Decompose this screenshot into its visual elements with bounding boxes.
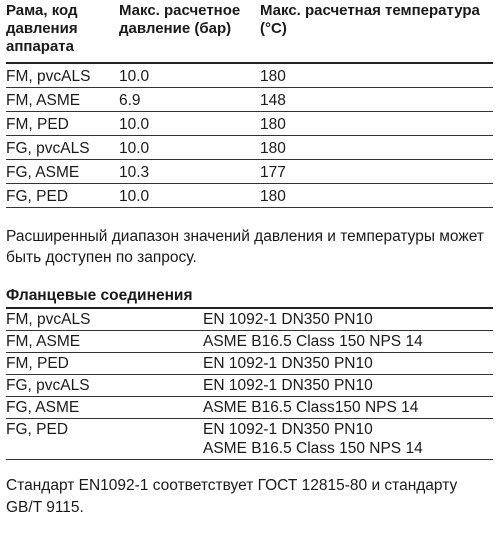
frame-cell: FG, pvcALS [6,136,119,160]
frame-cell: FM, ASME [6,88,119,112]
table-row [6,112,493,136]
flange-standard: EN 1092-1 DN350 PN10 [203,377,373,394]
table-row [6,375,493,397]
header-frame-code: Рама, код давления аппарата [6,0,119,63]
header-max-pressure: Макс. расчетное давление (бар) [119,0,260,63]
standards-footnote: Стандарт EN1092-1 соответствует ГОСТ 12815-80 и стандарту GB/T 9115. [6,477,458,516]
document-page [6,0,493,519]
table-header-row [6,0,493,63]
frame-cell: FG, ASME [6,160,119,184]
temperature-cell: 180 [260,63,493,88]
flange-standard: ASME B16.5 Class 150 NPS 14 [203,440,423,457]
flange-standard: EN 1092-1 DN350 PN10 [203,421,373,438]
flange-standard: EN 1092-1 DN350 PN10 [203,311,373,328]
temperature-cell: 148 [260,88,493,112]
table-row [6,397,493,419]
pressure-cell: 10.0 [119,112,260,136]
flange-standard-cell [203,419,493,460]
extended-range-note: Расширенный диапазон значений давления и температуры может быть доступен по запросу. [6,228,484,266]
frame-cell: FM, pvcALS [6,309,203,331]
flange-standard-cell [203,309,493,331]
frame-cell: FG, ASME [6,397,203,419]
table-row [6,419,493,460]
flange-standard-cell [203,397,493,419]
table-row [6,309,493,331]
frame-cell: FM, PED [6,112,119,136]
flange-connections-table [6,309,493,460]
table-row [6,88,493,112]
pressure-cell: 10.0 [119,184,260,208]
flange-standard: EN 1092-1 DN350 PN10 [203,355,373,372]
temperature-cell: 180 [260,112,493,136]
pressure-cell: 10.0 [119,63,260,88]
header-max-temperature: Макс. расчетная температура (°C) [260,0,493,63]
flange-section-title: Фланцевые соединения [6,287,493,309]
temperature-cell: 177 [260,160,493,184]
frame-cell: FM, ASME [6,331,203,353]
frame-cell: FG, pvcALS [6,375,203,397]
pressure-temperature-table [6,0,493,208]
pressure-cell: 10.3 [119,160,260,184]
flange-standard-cell [203,331,493,353]
flange-standard: ASME B16.5 Class 150 NPS 14 [203,333,423,350]
temperature-cell: 180 [260,184,493,208]
pressure-cell: 10.0 [119,136,260,160]
table-row [6,331,493,353]
frame-cell: FM, pvcALS [6,63,119,88]
pressure-cell: 6.9 [119,88,260,112]
table-row [6,136,493,160]
flange-standard-cell [203,353,493,375]
table-row [6,160,493,184]
flange-standard: ASME B16.5 Class150 NPS 14 [203,399,419,416]
frame-cell: FM, PED [6,353,203,375]
frame-cell: FG, PED [6,184,119,208]
temperature-cell: 180 [260,136,493,160]
frame-cell: FG, PED [6,419,203,460]
table-row [6,353,493,375]
table-row [6,184,493,208]
flange-standard-cell [203,375,493,397]
table-row [6,63,493,88]
